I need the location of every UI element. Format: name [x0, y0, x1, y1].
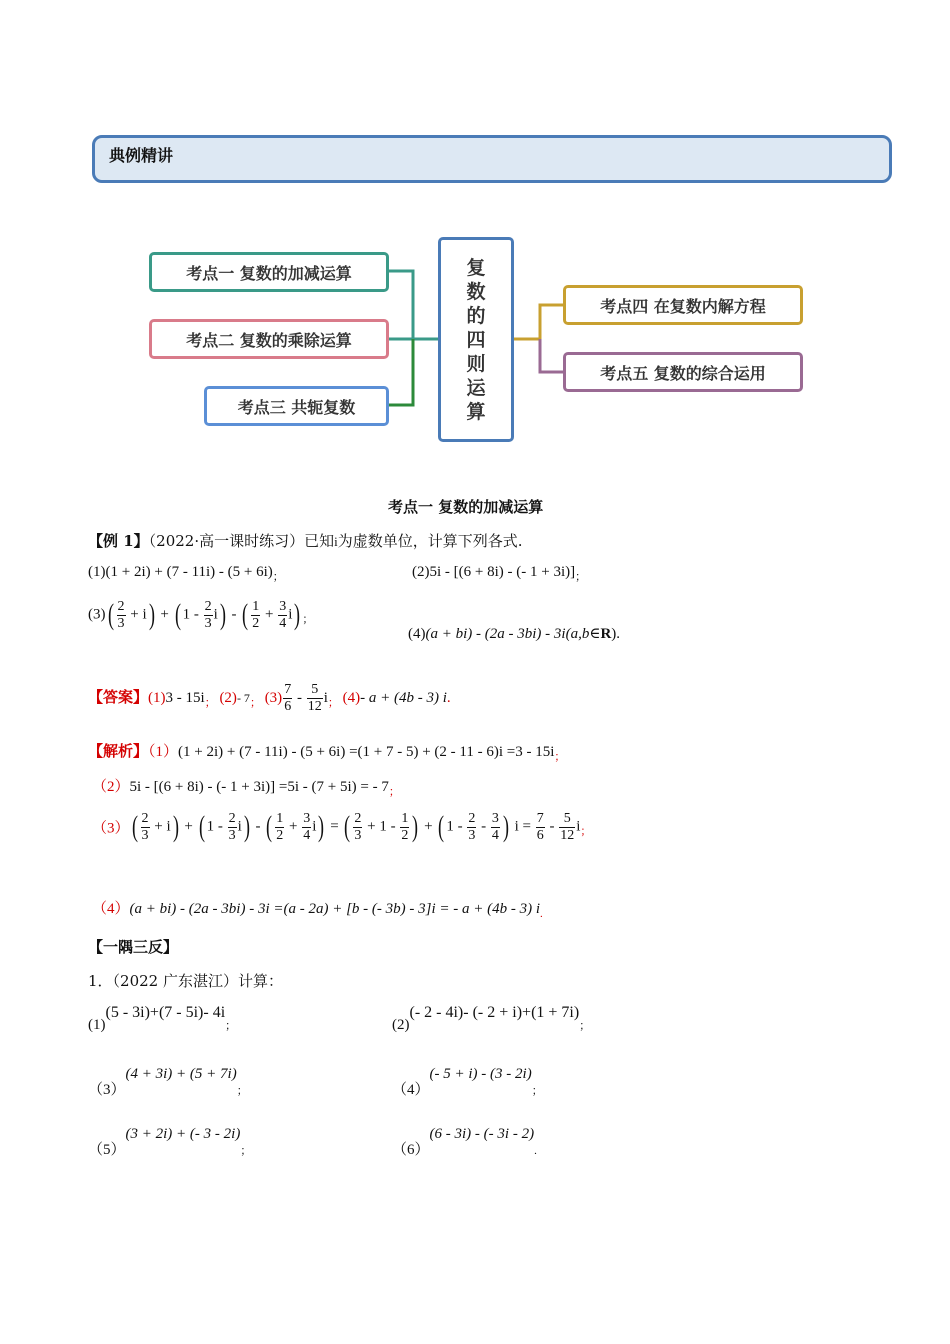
answer-line: 【答案】$(1)3 - 15i_;$ (2)- $7_;$ (3) $\frac{7}{6}$ - $\frac{5}{12}$ $i_;$ (4)- a + (4b - 3) i. [88, 682, 451, 714]
question-1: $(1)(1 + 2i) + (7 - 11i) - (5 + 6i)_;$ [88, 564, 284, 583]
center-char: 运 [466, 376, 486, 399]
question-3: (3)( $\frac{2}{3}$ + i) + ( 1 - $\frac{2}{3}$ i) - ( $\frac{1}{2}$ + $\frac{3}{4}$ i) $_;$ [88, 598, 314, 631]
center-char: 数 [466, 280, 486, 303]
section-title: 考点一 复数的加减运算 [388, 498, 544, 516]
center-char: 四 [466, 328, 486, 351]
example-text: 为虚数单位，计算下列各式. [337, 532, 523, 550]
mindmap-topic-1: 考点一 复数的加减运算 [149, 252, 389, 292]
practice-header: 【一隅三反】 [88, 938, 179, 956]
analysis-step-1: 【解析】$(1)(1 + 2i) + (7 - 11i) - (5 + 6i) =(1 + 7 - 5) + (2 - 11 - 6)i =3 - 15i_;$ [88, 742, 566, 763]
practice-1: (1)(5 - 3i)+(7 - 5i)- $4i_;$ [88, 1004, 237, 1033]
practice-3: $(3)(4 + 3i) + (5 + 7i)_;$ [88, 1066, 248, 1098]
center-char: 算 [466, 400, 486, 423]
connector-left-1 [388, 271, 438, 339]
example-tag: 【例 1】 [88, 532, 149, 550]
center-char: 则 [466, 352, 486, 375]
practice-6: （6）(6 - 3i) - (- $3i - 2)_.$ [392, 1126, 537, 1158]
example-statement [88, 530, 523, 551]
connector-left-3 [388, 339, 413, 405]
banner-title: 典例精讲 [109, 146, 174, 165]
answer-1: 3 - 15i [165, 689, 205, 706]
analysis-tag: 【解析】 [88, 742, 149, 760]
example-source: （2022·高一课时练习）已知 [148, 532, 335, 550]
connector-right-2 [540, 339, 563, 372]
answer-4: - a + (4b - 3) i [360, 689, 447, 706]
imag-unit: i [334, 534, 338, 549]
connector-right-1 [514, 305, 563, 339]
practice-5: （5）(3 + 2i) + (- $3 - 2i)_;$ [88, 1126, 252, 1158]
question-4: (4)(a + bi) - (2a - 3bi) - 3i(a,b∈R). [408, 626, 621, 642]
center-char: 的 [466, 304, 486, 327]
mindmap-center [438, 237, 514, 442]
analysis-step-3: （3）( $\frac{2}{3}$ + i) + ( 1 - $\frac{2}{3}$ i) - ( $\frac{1}{2}$ + $\frac{3}{4}$ i) = ( $\frac{2}{3}$ + 1 - $\frac{1}{2}$ ) + ( 1 - $\frac{2}{3}$ - $\frac{3}{4}$ ) i = $\frac{7}{6}$ - $\frac{5}{12}$ $i_;$ [92, 810, 592, 843]
practice-4: （4）(- $5 + i) - (3 - 2i)_;$ [392, 1066, 543, 1098]
analysis-step-4: （4）(a + bi) - (2a - 3bi) - 3i =(a - 2a) + [b - (- 3b) - 3]i = - a + (4b - 3) $i_.$ [92, 901, 543, 920]
mindmap-topic-3: 考点三 共轭复数 [204, 386, 389, 426]
question-2: (2)5i - [(6 + 8i) - (- $1 + 3i)]_;$ [412, 564, 587, 583]
practice-item-1: 1．（2022 广东湛江）计算： [88, 972, 283, 990]
answer-2: - 7 [236, 690, 250, 705]
center-char: 复 [466, 256, 486, 279]
mindmap-topic-4: 考点四 在复数内解方程 [563, 285, 803, 325]
analysis-step-2: （2）5i - [(6 + 8i) - (- 1 + 3i)] =5i - (7 + 5i) = - $7_;$ [92, 779, 400, 798]
mindmap-topic-5: 考点五 复数的综合运用 [563, 352, 803, 392]
answer-tag: 【答案】 [88, 687, 149, 706]
answer-3: $\frac{7}{6}$ - $\frac{5}{12}$ i [284, 682, 328, 714]
mindmap-topic-2: 考点二 复数的乘除运算 [149, 319, 389, 359]
practice-2: (2)(- 2 - 4i)- (- $2 + i)+(1 + 7i)_;$ [392, 1004, 591, 1033]
